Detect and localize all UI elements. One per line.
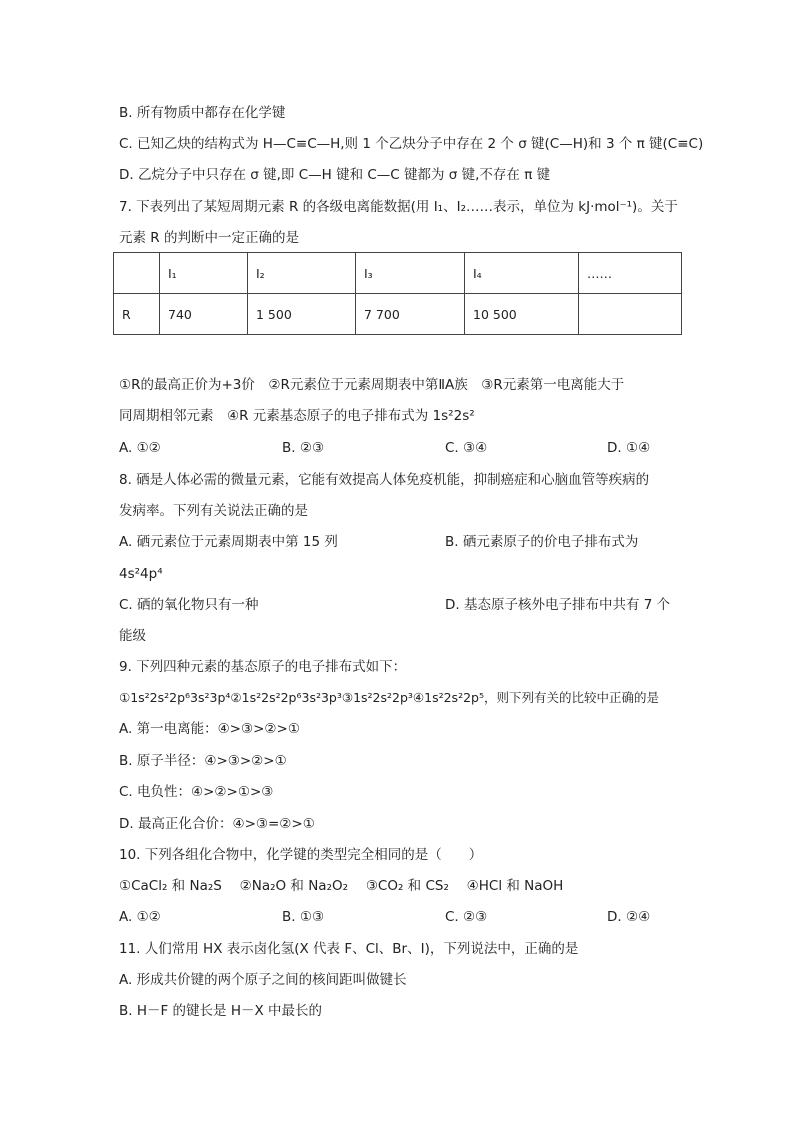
- option-c-text: C. 已知乙炔的结构式为 H—C≡C—H,则 1 个乙炔分子中存在 2 个 σ 键(C—H)和 3 个 π 键(C≡C): [119, 136, 704, 152]
- q7-statements-line2: 同周期相邻元素 ④R 元素基态原子的电子排布式为 1s²2s²: [119, 408, 475, 424]
- table-cell: [579, 294, 682, 335]
- q7-stem-line2: 元素 R 的判断中一定正确的是: [119, 230, 299, 246]
- q8-option-c: C. 硒的氧化物只有一种: [119, 597, 259, 613]
- q9-option-d: D. 最高正化合价：④>③=②>①: [119, 816, 315, 832]
- table-header-cell: I₄: [465, 253, 579, 294]
- q9-stem-line1: 9. 下列四种元素的基态原子的电子排布式如下：: [119, 659, 407, 675]
- table-header-cell: [114, 253, 160, 294]
- q8-option-b-cont: 4s²4p⁴: [119, 566, 163, 582]
- table-cell: 10 500: [465, 294, 579, 335]
- q7-option-a: A. ①②: [119, 440, 161, 456]
- q10-option-d: D. ②④: [607, 909, 651, 925]
- table-row: [114, 253, 682, 294]
- q7-option-c: C. ③④: [445, 440, 488, 456]
- q8-option-d-cont: 能级: [119, 628, 146, 644]
- option-b-text: B. 所有物质中都存在化学键: [119, 105, 286, 121]
- q11-option-b: B. H－F 的键长是 H－X 中最长的: [119, 1003, 323, 1019]
- q10-statements: ①CaCl₂ 和 Na₂S ②Na₂O 和 Na₂O₂ ③CO₂ 和 CS₂ ④HCl 和 NaOH: [119, 878, 564, 894]
- q10-option-b: B. ①③: [282, 909, 325, 925]
- q11-stem: 11. 人们常用 HX 表示卤化氢(X 代表 F、Cl、Br、I)，下列说法中，正确的是: [119, 941, 579, 957]
- q9-option-a: A. 第一电离能：④>③>②>①: [119, 721, 300, 737]
- table-header-cell: I₂: [248, 253, 356, 294]
- table-header-cell: I₁: [160, 253, 248, 294]
- q8-option-a: A. 硒元素位于元素周期表中第 15 列: [119, 534, 338, 550]
- q10-stem: 10. 下列各组化合物中，化学键的类型完全相同的是（ ）: [119, 847, 483, 863]
- q7-statements-line1: ①R的最高正价为+3价 ②R元素位于元素周期表中第ⅡA族 ③R元素第一电离能大于: [119, 377, 625, 393]
- q7-stem-line1: 7. 下表列出了某短周期元素 R 的各级电离能数据(用 I₁、I₂……表示，单位为 kJ·mol⁻¹)。关于: [119, 199, 678, 215]
- q7-option-b: B. ②③: [282, 440, 325, 456]
- table-cell: 740: [160, 294, 248, 335]
- table-header-cell: I₃: [356, 253, 465, 294]
- option-d-text: D. 乙烷分子中只存在 σ 键,即 C—H 键和 C—C 键都为 σ 键,不存在 π 键: [119, 167, 551, 183]
- q7-option-d: D. ①④: [607, 440, 651, 456]
- ionization-energy-table: [113, 252, 682, 335]
- q8-option-d: D. 基态原子核外电子排布中共有 7 个: [445, 597, 671, 613]
- q9-option-b: B. 原子半径：④>③>②>①: [119, 753, 287, 769]
- q8-option-b: B. 硒元素原子的价电子排布式为: [445, 534, 639, 550]
- q11-option-a: A. 形成共价键的两个原子之间的核间距叫做键长: [119, 972, 407, 988]
- table-cell: R: [114, 294, 160, 335]
- q9-option-c: C. 电负性：④>②>①>③: [119, 784, 274, 800]
- q10-option-c: C. ②③: [445, 909, 488, 925]
- table-header-cell: ……: [579, 253, 682, 294]
- q10-option-a: A. ①②: [119, 909, 161, 925]
- table-row: [114, 294, 682, 335]
- table-cell: 1 500: [248, 294, 356, 335]
- q8-stem-line1: 8. 硒是人体必需的微量元素，它能有效提高人体免疫机能，抑制癌症和心脑血管等疾病的: [119, 472, 650, 488]
- q8-stem-line2: 发病率。下列有关说法正确的是: [119, 503, 308, 519]
- q9-stem-line2: ①1s²2s²2p⁶3s²3p⁴②1s²2s²2p⁶3s²3p³③1s²2s²2p³④1s²2s²2p⁵，则下列有关的比较中正确的是: [119, 690, 659, 705]
- table-cell: 7 700: [356, 294, 465, 335]
